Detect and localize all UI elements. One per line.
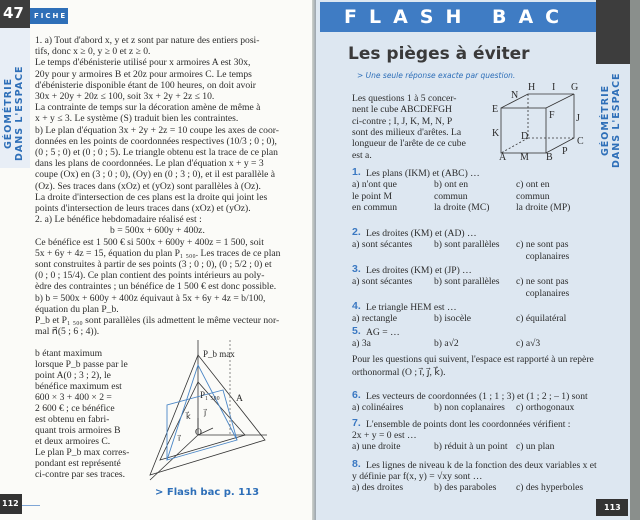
question-text: Le triangle HEM est … (366, 302, 457, 313)
cube-vertex-label: I (552, 82, 556, 93)
answer-option-a[interactable]: a) des droites (352, 482, 404, 493)
cube-vertex-label: N (511, 90, 519, 101)
question-number: 1. (352, 166, 361, 178)
chapter-number: 47 (0, 0, 30, 28)
flash-bac-link[interactable]: > Flash bac p. 113 (155, 487, 260, 498)
side-title (3, 58, 25, 168)
page-title: Les pièges à éviter (348, 44, 530, 64)
label-a: A (236, 393, 243, 404)
text-line: bénéfice maximum est (35, 381, 122, 392)
question-text: Les plans (IKM) et (ABC) … (366, 168, 480, 179)
text-line: (Oz). Ses traces dans (xOz) et (yOz) sont parallèles à (Oz). (35, 180, 261, 192)
question-text: Les droites (KM) et (AD) … (366, 228, 477, 239)
fiche-tab: FICHE (30, 8, 68, 24)
text-line: point A(0 ; 3 ; 2), le (35, 370, 111, 381)
note-line: orthonormal (O ; i⃗, j⃗, k⃗). (352, 367, 446, 378)
text-line: d'ébénisterie disponible étant de 100 heures, on doit avoir (35, 79, 256, 91)
side-title (600, 70, 622, 170)
cube-vertex-label: F (549, 110, 555, 121)
text-line: b = 500x + 600y + 400z. (110, 225, 205, 237)
question-text: AG = … (366, 327, 400, 338)
text-line: quant trois armoires B (35, 425, 121, 436)
text-line: P_b et P₁ ₅₀₀ sont parallèles (ils admettent le même vecteur nor- (35, 315, 280, 326)
answer-option-c[interactable]: c) ne sont pas coplanaires (516, 239, 570, 262)
cube-vertex-label: B (546, 152, 553, 163)
note-line: Pour les questions qui suivent, l'espace est rapporté à un repère (352, 354, 594, 365)
answer-option-a[interactable]: a) sont sécantes (352, 276, 413, 287)
question-number: 2. (352, 226, 361, 238)
label-k: k⃗ (186, 412, 191, 421)
cube-vertex-label: K (492, 128, 500, 139)
question-number: 3. (352, 263, 361, 275)
intro-line: ci-contre ; I, J, K, M, N, P (352, 115, 453, 127)
text-line: 2. a) Le bénéfice hebdomadaire réalisé est : (35, 214, 202, 226)
answer-option-b[interactable]: b) isocèle (434, 313, 472, 324)
header-title: FLASH BAC (344, 6, 572, 28)
answer-option-c[interactable]: c) a√3 (516, 338, 541, 349)
intro-line: Les questions 1 à 5 concer- (352, 93, 457, 104)
text-line: Le plan P_b max corres- (35, 447, 130, 458)
answer-option-c[interactable]: c) un plan (516, 441, 555, 452)
label-j: j⃗ (204, 408, 207, 417)
cube-vertex-label: M (520, 152, 529, 163)
label-p1500: P₁ ₅₀₀ (200, 390, 220, 400)
subtitle: > Une seule réponse exacte par question. (357, 71, 516, 80)
cube-vertex-label: J (576, 113, 580, 124)
page-number: 112 (0, 494, 22, 514)
text-line: points d'intersection de leurs traces dans (xOz) et (yOz). (35, 203, 251, 214)
question-text: Les droites (KM) et (JP) … (366, 265, 472, 276)
question-number: 6. (352, 389, 361, 401)
intro-line: nent le cube ABCDEFGH (352, 104, 452, 116)
text-line: Le temps d'ébénisterie utilisé pour x armoires A est 30x, (35, 57, 251, 69)
side-title-line: DANS L'ESPACE (611, 72, 622, 168)
text-line: 20y pour y armoires B et 20z pour armoires C. Le temps (35, 68, 252, 80)
answer-option-a[interactable]: a) n'ont que le point M en commun (352, 179, 398, 213)
cube-vertex-label: G (571, 82, 579, 93)
plane-figure (145, 340, 270, 500)
intro-line: longueur de l'arête de ce cube (352, 138, 466, 150)
text-line: données en les points de coordonnées respectives (10/3 ; 0 ; 0), (35, 135, 277, 147)
cube-vertex-label: E (492, 104, 499, 115)
question-text: y définie par f(x, y) = √xy sont … (352, 471, 483, 482)
answer-option-b[interactable]: b) des paraboles (434, 482, 497, 493)
corner-tab (596, 0, 630, 64)
cube-figure (496, 88, 586, 158)
intro-line: est a. (352, 149, 372, 161)
text-line: èdre des contraintes ; un bénéfice de 1 500 € est donc possible. (35, 281, 277, 293)
question-number: 7. (352, 417, 361, 429)
answer-option-c[interactable]: c) ne sont pas coplanaires (516, 276, 570, 299)
answer-option-b[interactable]: b) sont parallèles (434, 239, 500, 250)
cube-vertex-label: D (521, 131, 529, 142)
right-page (316, 0, 630, 520)
answer-option-b[interactable]: b) ont en commun la droite (MC) (434, 179, 490, 213)
answer-option-a[interactable]: a) sont sécantes (352, 239, 413, 250)
text-line: sont construites à partir de ses points (3 ; 0 ; 0), (0 ; 5/2 ; 0) et (35, 259, 272, 270)
left-page (0, 0, 316, 520)
text-line: équation du plan P_b. (35, 303, 119, 315)
cube-vertex-label: A (499, 152, 507, 163)
question-number: 8. (352, 458, 361, 470)
text-line: b) b = 500x + 600y + 400z équivaut à 5x + 6y + 4z = b/100, (35, 292, 266, 304)
answer-option-b[interactable]: b) a√2 (434, 338, 459, 349)
text-line: La contrainte de temps sur la décoration amène de même à (35, 102, 261, 114)
divider (22, 505, 40, 506)
answer-option-c[interactable]: c) ont en commun la droite (MP) (516, 179, 571, 213)
side-title-line: GÉOMÉTRIE (600, 84, 611, 156)
text-line: 5x + 6y + 4z = 15, équation du plan P₁ ₅₀₀. Les traces de ce plan (35, 247, 281, 259)
question-text: 2x + y = 0 est … (352, 430, 417, 441)
label-o: O (195, 427, 202, 438)
text-line: Ce bénéfice est 1 500 € si 500x + 600y + 400z = 1 500, soit (35, 236, 264, 248)
question-number: 5. (352, 325, 361, 337)
side-title-line: GÉOMÉTRIE (3, 77, 14, 149)
question-text: L'ensemble de points dont les coordonnées vérifient : (366, 419, 571, 430)
question-text: Les vecteurs de coordonnées (1 ; 1 ; 3) et (1 ; 2 ; – 1) sont (366, 391, 588, 402)
page-number: 113 (596, 499, 628, 516)
label-i: i⃗ (178, 434, 181, 443)
answer-option-a[interactable]: a) 3a (352, 338, 371, 349)
answer-option-a[interactable]: a) colinéaires (352, 402, 404, 413)
answer-option-c[interactable]: c) équilatéral (516, 313, 567, 324)
text-line: b) Le plan d'équation 3x + 2y + 2z = 10 coupe les axes de coor- (35, 124, 279, 136)
text-line: est obtenu en fabri- (35, 414, 110, 425)
answer-option-c[interactable]: c) des hyperboles (516, 482, 584, 493)
text-line: pondant est représenté (35, 458, 121, 469)
answer-option-b[interactable]: b) non coplanaires (434, 402, 505, 413)
text-line: 30x + 20y + 20z ≤ 100, soit 3x + 2y + 2z ≤ 10. (35, 91, 215, 102)
answer-option-a[interactable]: a) une droite (352, 441, 401, 452)
question-number: 4. (352, 300, 361, 312)
cube-vertex-label: C (577, 136, 584, 147)
answer-option-c[interactable]: c) orthogonaux (516, 402, 575, 413)
answer-option-a[interactable]: a) rectangle (352, 313, 398, 324)
cube-vertex-label: P (562, 146, 568, 157)
cube-vertex-label: H (528, 82, 536, 93)
text-line: x + y ≤ 3. Le système (S) traduit bien les contraintes. (35, 113, 239, 125)
text-line: ci-contre par ses traces. (35, 469, 126, 480)
answer-option-b[interactable]: b) réduit à un point (434, 441, 508, 452)
text-line: b étant maximum (35, 348, 103, 359)
text-line: tifs, donc x ≥ 0, y ≥ 0 et z ≥ 0. (35, 46, 151, 58)
text-line: 600 × 3 + 400 × 2 = (35, 392, 112, 403)
text-line: (0 ; 5 ; 0) et (0 ; 0 ; 5). Le triangle obtenu est la trace de ce plan (35, 147, 278, 158)
intro-line: sont des milieux d'arêtes. La (352, 126, 462, 138)
text-line: 1. a) Tout d'abord x, y et z sont par nature des entiers posi- (35, 35, 260, 46)
side-title-line: DANS L'ESPACE (14, 65, 25, 161)
text-line: dans les plans de coordonnées. Le plan d'équation x + y = 3 (35, 158, 264, 170)
text-line: 2 600 € ; ce bénéfice (35, 403, 115, 414)
text-line: (0 ; 0 ; 15/4). Ce plan contient des points intérieurs au poly- (35, 270, 265, 282)
answer-option-b[interactable]: b) sont parallèles (434, 276, 500, 287)
text-line: coupe (Ox) en (3 ; 0 ; 0), (Oy) en (0 ; 3 ; 0), et il est parallèle à (35, 169, 276, 181)
label-pbmax: P_b max (203, 349, 235, 359)
text-line: lorsque P_b passe par le (35, 359, 128, 370)
text-line: La droite d'intersection de ces plans est la droite qui joint les (35, 191, 268, 203)
question-text: Les lignes de niveau k de la fonction des deux variables x et (366, 460, 597, 471)
text-line: mal n⃗(5 ; 6 ; 4)). (35, 326, 100, 338)
text-line: et deux armoires C. (35, 436, 111, 447)
